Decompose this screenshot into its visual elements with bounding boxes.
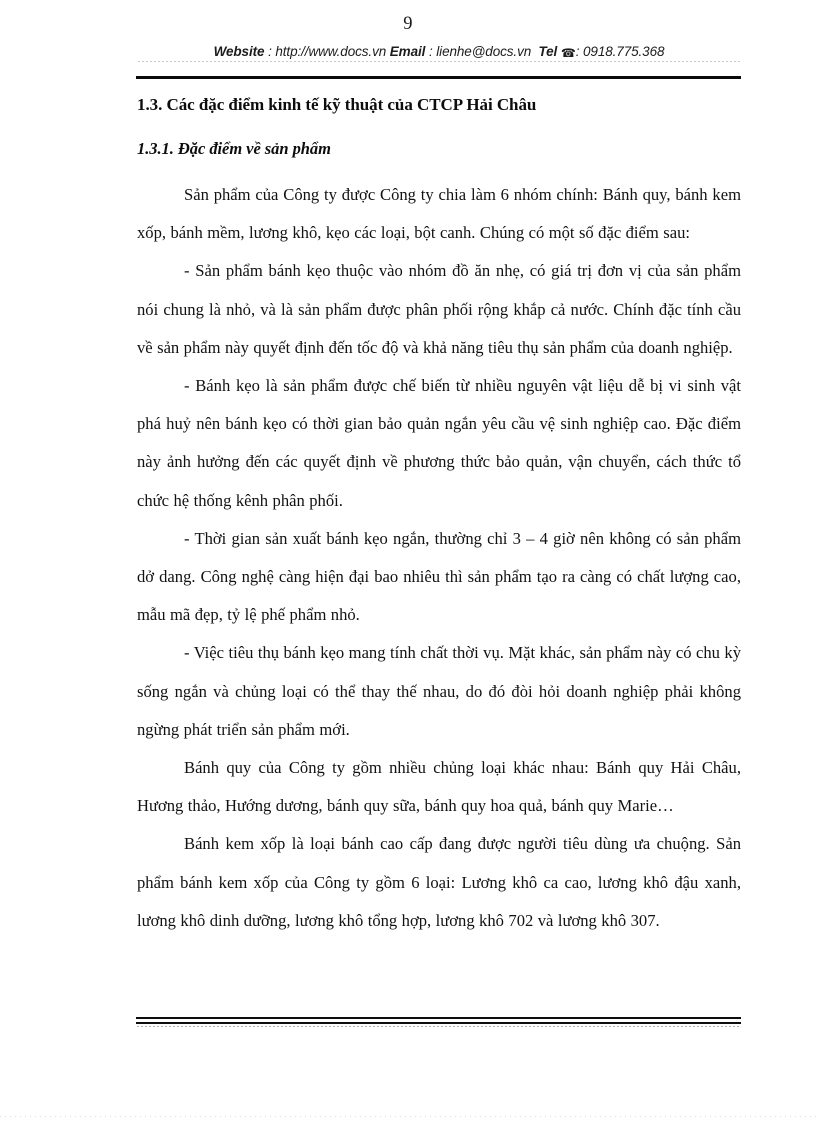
paragraph: Sản phẩm của Công ty được Công ty chia làm 6 nhóm chính: Bánh quy, bánh kem xốp, bánh mềm, lương khô, kẹo các loại, bột canh. Chúng có một số đặc điểm sau: [137, 185, 741, 243]
paragraph: - Thời gian sản xuất bánh kẹo ngắn, thường chỉ 3 – 4 giờ nên không có sản phẩm dở dang. Công nghệ càng hiện đại bao nhiêu thì sản phẩm tạo ra càng có chất lượng cao, mẫu mã đẹp, tỷ lệ phế phẩm nhỏ. [137, 528, 741, 625]
header-dotted-divider [138, 61, 740, 62]
website-url: http://www.docs.vn [275, 44, 387, 59]
email-address: lienhe@docs.vn [436, 44, 532, 59]
header-rule [136, 76, 741, 79]
page-number: 9 [403, 14, 413, 34]
paragraph: Bánh kem xốp là loại bánh cao cấp đang được người tiêu dùng ưa chuộng. Sản phẩm bánh kem xốp của Công ty gồm 6 loại: Lương khô ca cao, lương khô đậu xanh, lương khô dinh dưỡng, lương khô tổng hợp, lương khô 702 và lương khô 307. [137, 834, 741, 930]
scan-edge-artifact [0, 1116, 816, 1117]
header-contact-line [137, 44, 741, 59]
heading-section-1-3: 1.3. Các đặc điểm kinh tế kỹ thuật của CTCP Hải Châu [137, 95, 537, 114]
paragraph: - Việc tiêu thụ bánh kẹo mang tính chất thời vụ. Mặt khác, sản phẩm này có chu kỳ sống ngắn và chủng loại có thể thay thế nhau, do đó đòi hỏi doanh nghiệp phải không ngừng phát triển sản phẩm mới. [137, 643, 741, 739]
telephone-icon: ☎ [560, 46, 576, 60]
tel-separator: : [575, 44, 583, 59]
website-label: Website [213, 44, 265, 59]
heading-subsection-1-3-1: 1.3.1. Đặc điểm về sản phẩm [137, 139, 331, 158]
body-text-block [137, 176, 741, 940]
email-separator: : [425, 44, 437, 59]
website-separator: : [264, 44, 276, 59]
footer-rule-bottom [136, 1022, 741, 1024]
paragraph: - Sản phẩm bánh kẹo thuộc vào nhóm đồ ăn nhẹ, có giá trị đơn vị của sản phẩm nói chung là nhỏ, và là sản phẩm được phân phối rộng khắp cả nước. Chính đặc tính cầu về sản phẩm này quyết định đến tốc độ và khả năng tiêu thụ sản phẩm của doanh nghiệp. [137, 261, 741, 357]
email-label: Email [389, 44, 426, 59]
tel-number: 0918.775.368 [583, 44, 665, 59]
paragraph: - Bánh kẹo là sản phẩm được chế biến từ nhiều nguyên vật liệu dễ bị vi sinh vật phá huỷ nên bánh kẹo có thời gian bảo quản ngắn yêu cầu vệ sinh nghiệp cao. Đặc điểm này ảnh hưởng đến các quyết định về phương thức bảo quản, vận chuyển, cách thức tổ chức hệ thống kênh phân phối. [137, 376, 741, 510]
tel-label: Tel [538, 44, 558, 59]
paragraph: Bánh quy của Công ty gồm nhiều chủng loại khác nhau: Bánh quy Hải Châu, Hương thảo, Hướng dương, bánh quy sữa, bánh quy hoa quả, bánh quy Marie… [137, 758, 741, 816]
footer-dotted-divider [137, 1026, 740, 1027]
footer-rule-top [136, 1017, 741, 1019]
